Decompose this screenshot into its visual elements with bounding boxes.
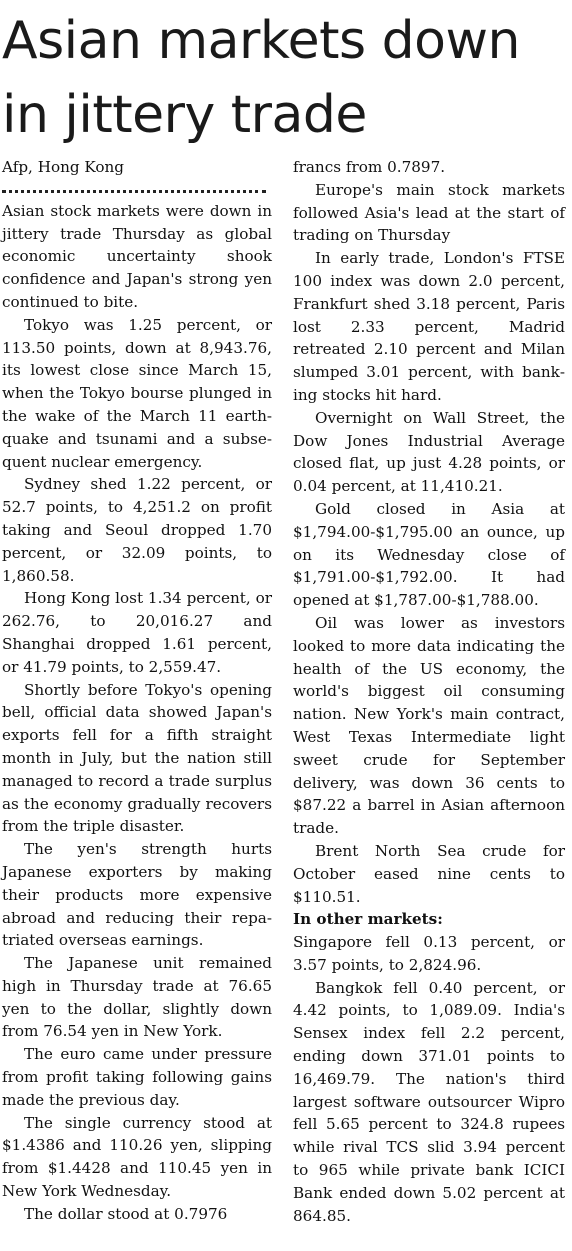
headline-line-2: in jittery trade	[2, 85, 367, 145]
paragraph: Singapore fell 0.13 percent, or 3.57 points, to 2,824.96.	[293, 933, 565, 974]
paragraph: Bangkok fell 0.40 percent, or 4.42 points, to 1,089.09. India's Sensex index fell 2.2 percent, ending down 371.01 points to 16,469.79. The nation's third largest software outsourcer Wipro fell 5.65 percent to 324.8 rupees while rival TCS slid 3.94 percent to 965 while private bank ICICI Bank ended down 5.02 percent at 864.85.	[293, 978, 565, 1225]
paragraph: Sydney shed 1.22 percent, or 52.7 points, to 4,251.2 on profit taking and Seoul dropped 1.70 percent, or 32.09 points, to 1,860.58.	[2, 475, 272, 585]
paragraph: The dollar stood at 0.7976	[24, 1204, 228, 1223]
paragraph: Shortly before Tokyo's opening bell, official data showed Japan's exports fell for a fifth straight month in July, but the nation still managed to record a trade surplus as the economy gradually recovers from the triple disaster.	[2, 680, 272, 836]
paragraph: The euro came under pressure from profit taking following gains made the previous day.	[2, 1045, 272, 1109]
subheading: In other markets:	[293, 910, 443, 929]
paragraph: The yen's strength hurts Japanese exporters by making their products more expensive abroad and reducing their repatriated overseas earnings.	[2, 840, 272, 950]
paragraph: Gold closed in Asia at $1,794.00-$1,795.00 an ounce, up on its Wednesday close of $1,791.00-$1,792.00. It had opened at $1,787.00-$1,788.00.	[293, 499, 565, 610]
paragraph: Hong Kong lost 1.34 percent, or 262.76, to 20,016.27 and Shanghai dropped 1.61 percent, or 41.79 points, to 2,559.47.	[2, 589, 272, 676]
paragraph: Asian stock markets were down in jittery trade Thursday as global economic uncertainty shook confidence and Japan's strong yen continued to bite.	[2, 201, 272, 311]
paragraph: Brent North Sea crude for October eased nine cents to $110.51.	[293, 841, 565, 906]
paragraph-continuation: francs from 0.7897.	[293, 158, 446, 176]
article-column-left	[2, 156, 272, 1226]
headline-line-1: Asian markets down	[2, 11, 520, 71]
paragraph: Europe's main stock markets followed Asia's lead at the start of trading on Thursday	[293, 180, 565, 245]
paragraph: The single currency stood at $1.4386 and 110.26 yen, slipping from $1.4428 and 110.45 yen in New York Wednesday.	[2, 1113, 272, 1201]
paragraph: In early trade, London's FTSE 100 index was down 2.0 percent, Frankfurt shed 3.18 percent, Paris lost 2.33 percent, Madrid retreated 2.10 percent and Milan slumped 3.01 percent, with banking stocks hit hard.	[293, 249, 565, 404]
article-column-right	[293, 156, 565, 1227]
paragraph: Oil was lower as investors looked to more data indicating the health of the US economy, the world's biggest oil consuming nation. New York's main contract, West Texas Intermediate light sweet crude for September delivery, was down 36 cents to $87.22 a barrel in Asian afternoon trade.	[293, 613, 565, 838]
byline: Afp, Hong Kong	[2, 158, 125, 176]
paragraph: The Japanese unit remained high in Thursday trade at 76.65 yen to the dollar, slightly down from 76.54 yen in New York.	[2, 954, 272, 1041]
paragraph: Overnight on Wall Street, the Dow Jones Industrial Average closed flat, up just 4.28 points, or 0.04 percent, at 11,410.21.	[293, 408, 565, 496]
byline-dotted-rule	[2, 179, 266, 193]
paragraph: Tokyo was 1.25 percent, or 113.50 points, down at 8,943.76, its lowest close since March 15, when the Tokyo bourse plunged in the wake of the March 11 earthquake and tsunami and a subsequent nuclear emergency.	[2, 315, 272, 471]
headline	[2, 4, 570, 152]
